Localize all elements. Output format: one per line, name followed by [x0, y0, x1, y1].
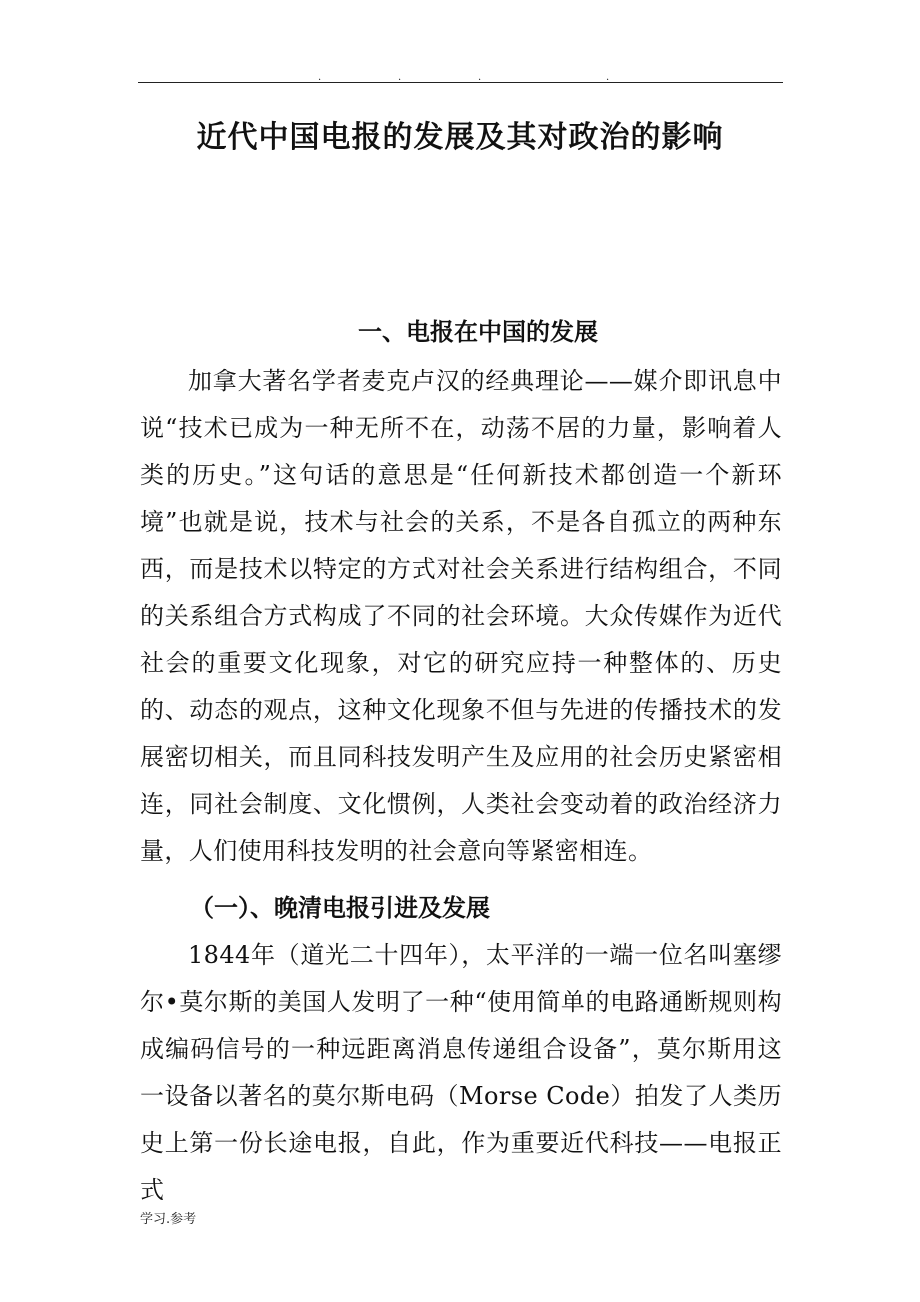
subsection-heading: （一）、晚清电报引进及发展: [190, 893, 490, 922]
header-rule: [138, 82, 783, 83]
header-dot: .: [318, 72, 322, 83]
body-paragraph: 1844年（道光二十四年），太平洋的一端一位名叫塞缪尔•莫尔斯的美国人发明了一种“使用简单的电路通断规则构成编码信号的一种远距离消息传递组合设备”，莫尔斯用这一设备以著名的莫尔斯电码（Morse Code）拍发了人类历史上第一份长途电报，自此，作为重要近代科技——电报正式: [140, 941, 782, 1204]
page-title: 近代中国电报的发展及其对政治的影响: [196, 120, 724, 155]
header-dot: .: [606, 72, 610, 83]
footer-label: 学习.参考: [140, 1212, 197, 1227]
header-dot: .: [398, 72, 402, 83]
section-heading: 一、电报在中国的发展: [358, 317, 598, 346]
header-dot: .: [478, 72, 482, 83]
body-paragraph: 加拿大著名学者麦克卢汉的经典理论——媒介即讯息中说“技术已成为一种无所不在，动荡不居的力量，影响着人类的历史。”这句话的意思是“任何新技术都创造一个新环境”也就是说，技术与社会的关系，不是各自孤立的两种东西，而是技术以特定的方式对社会关系进行结构组合，不同的关系组合方式构成了不同的社会环境。大众传媒作为近代社会的重要文化现象，对它的研究应持一种整体的、历史的、动态的观点，这种文化现象不但与先进的传播技术的发展密切相关，而且同科技发明产生及应用的社会历史紧密相连，同社会制度、文化惯例，人类社会变动着的政治经济力量，人们使用科技发明的社会意向等紧密相连。: [140, 367, 782, 865]
